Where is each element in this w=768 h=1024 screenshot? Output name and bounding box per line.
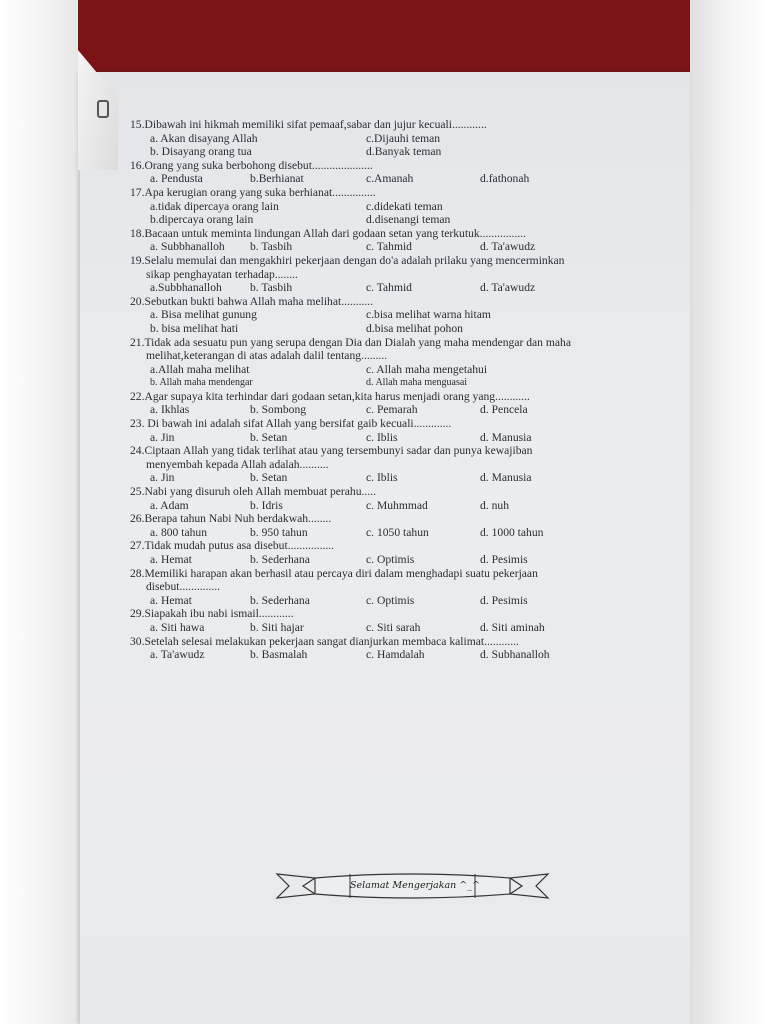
option-a: a. Jin (150, 471, 175, 485)
background-right (690, 0, 768, 1024)
option-a: a.Allah maha melihat (150, 362, 250, 376)
question-text-continued: sikap penghayatan terhadap........ (146, 267, 298, 281)
option-b: b.Berhianat (250, 172, 304, 186)
question-16: 16.Orang yang suka berbohong disebut..................... a. Pendusta b.Berhianat c.Amanah d.fathonah (130, 159, 670, 186)
option-b: b. Sederhana (250, 553, 310, 566)
option-c: c. Siti sarah (366, 620, 421, 634)
option-d: d. Ta'awudz (480, 281, 536, 295)
option-c: c. Optimis (366, 553, 415, 566)
question-text: Tidak ada sesuatu pun yang serupa dengan Dia dan Dialah yang maha mendengar dan maha (144, 335, 571, 349)
question-number: 23 (130, 417, 142, 431)
option-d: d. Pesimis (480, 553, 528, 566)
option-d: d. Manusia (480, 471, 532, 485)
option-b: b. Tasbih (250, 281, 293, 295)
question-number: 26 (130, 512, 142, 526)
option-c: c.Amanah (366, 172, 414, 186)
background-red-cloth (78, 0, 690, 80)
option-c: c. Tahmid (366, 281, 412, 295)
option-d: d. 1000 tahun (480, 525, 544, 539)
question-text: Dibawah ini hikmah memiliki sifat pemaaf,sabar dan jujur kecuali............ (144, 118, 487, 131)
question-22: 22.Agar supaya kita terhindar dari godaan setan,kita harus menjadi orang yang............ a. Ikhlas b. Sombong c. Pemarah d. Pencela (130, 390, 670, 417)
option-d: d. Allah maha menguasai (366, 377, 468, 389)
question-number: 21 (130, 335, 142, 349)
option-b: b. Tasbih (250, 240, 293, 254)
option-a: a. Siti hawa (150, 620, 205, 634)
option-c: c.Dijauhi teman (366, 131, 441, 145)
question-text: Tidak mudah putus asa disebut................ (144, 539, 335, 553)
option-a: a. Adam (150, 498, 189, 512)
option-b: b. bisa melihat hati (150, 321, 239, 335)
option-a: a. Ikhlas (150, 403, 190, 417)
question-text-continued: melihat,keterangan di atas adalah dalil tentang......... (146, 349, 388, 363)
question-text: Selalu memulai dan mengakhiri pekerjaan dengan do'a adalah prilaku yang mencerminkan (144, 253, 565, 267)
option-b: b. Sederhana (250, 593, 310, 607)
question-text: Siapakah ibu nabi ismail............ (144, 607, 294, 621)
option-c: c. Optimis (366, 593, 415, 607)
question-27: 27.Tidak mudah putus asa disebut................ a. Hemat b. Sederhana c. Optimis d. Pesimis (130, 539, 670, 566)
option-d: d.Banyak teman (366, 145, 442, 159)
question-number: 30 (130, 634, 142, 648)
question-number: 24 (130, 444, 142, 458)
question-number: 22 (130, 389, 142, 403)
question-text: Berapa tahun Nabi Nuh berdakwah........ (144, 512, 332, 526)
question-list (130, 118, 670, 662)
question-number: 25 (130, 485, 142, 499)
option-b: b. Disayang orang tua (150, 145, 252, 159)
option-c: c. 1050 tahun (366, 525, 429, 539)
background-left (0, 0, 80, 1024)
option-b: b.dipercaya orang lain (150, 213, 254, 227)
option-b: b. Basmalah (250, 648, 308, 662)
option-c: c. Allah maha mengetahui (366, 362, 488, 376)
option-a: a. Subbhanalloh (150, 240, 225, 254)
option-c: c. Hamdalah (366, 648, 425, 662)
option-d: d. Subhanalloh (480, 648, 550, 662)
question-number: 17 (130, 185, 142, 199)
option-b: b. 950 tahun (250, 525, 308, 539)
option-c: c.bisa melihat warna hitam (366, 308, 491, 322)
question-number: 20 (130, 294, 142, 308)
question-20: 20.Sebutkan bukti bahwa Allah maha melihat........... a. Bisa melihat gunung c.bisa melihat warna hitam b. bisa melihat hati d.bisa melihat pohon (130, 294, 491, 335)
question-number: 27 (130, 539, 142, 553)
question-18: 18.Bacaan untuk meminta lindungan Allah dari godaan setan yang terkutuk................ a. Subbhanalloh b. Tasbih c. Tahmid d. Ta'awudz (130, 227, 670, 254)
option-a: a. Akan disayang Allah (150, 131, 258, 145)
question-text: Sebutkan bukti bahwa Allah maha melihat........... (144, 294, 374, 308)
option-a: a.Subbhanalloh (150, 281, 222, 295)
question-28: 28.Memiliki harapan akan berhasil atau percaya diri dalam menghadapi suatu pekerjaan disebut.............. a. Hemat b. Sederhana c. Optimis d. Pesimis (130, 567, 670, 608)
option-d: d.disenangi teman (366, 213, 451, 227)
option-a: a. Jin (150, 430, 175, 444)
question-text: Orang yang suka berbohong disebut..................... (144, 158, 373, 172)
question-number: 29 (130, 607, 142, 621)
option-a: a. Pendusta (150, 172, 203, 186)
question-21: 21.Tidak ada sesuatu pun yang serupa dengan Dia dan Dialah yang maha mendengar dan maha melihat,keterangan di atas adalah dalil tentang......... a.Allah maha melihat c. Allah maha mengetahui b. Allah maha mendengar d. Allah maha menguasai (130, 336, 670, 390)
question-text: Setelah selesai melakukan pekerjaan sangat dianjurkan membaca kalimat............ (144, 634, 519, 648)
option-b: b. Setan (250, 430, 288, 444)
question-25: 25.Nabi yang disuruh oleh Allah membuat perahu..... a. Adam b. Idris c. Muhmmad d. nuh (130, 485, 670, 512)
question-text: Di bawah ini adalah sifat Allah yang bersifat gaib kecuali............. (147, 417, 452, 431)
question-number: 18 (130, 226, 142, 240)
question-text: Nabi yang disuruh oleh Allah membuat perahu..... (144, 485, 377, 499)
option-c: c. Iblis (366, 471, 398, 485)
option-d: d. Pesimis (480, 593, 528, 607)
option-c: c. Pemarah (366, 403, 418, 417)
option-c: c. Muhmmad (366, 498, 428, 512)
option-c: c.didekati teman (366, 199, 443, 213)
question-text: Agar supaya kita terhindar dari godaan setan,kita harus menjadi orang yang............ (144, 389, 530, 403)
question-26: 26.Berapa tahun Nabi Nuh berdakwah........ a. 800 tahun b. 950 tahun c. 1050 tahun d. 1000 tahun (130, 512, 670, 539)
option-a: a. 800 tahun (150, 525, 207, 539)
option-b: b. Setan (250, 471, 288, 485)
option-b: b. Siti hajar (250, 620, 304, 634)
question-15: 15.Dibawah ini hikmah memiliki sifat pemaaf,sabar dan jujur kecuali............ a. Akan disayang Allah c.Dijauhi teman b. Disayang orang tua d.Banyak teman (130, 118, 487, 159)
question-text: Apa kerugian orang yang suka berhianat............... (144, 185, 376, 199)
option-c: c. Tahmid (366, 240, 412, 254)
option-a: a. Hemat (150, 593, 192, 607)
question-23: 23. Di bawah ini adalah sifat Allah yang bersifat gaib kecuali............. a. Jin b. Setan c. Iblis d. Manusia (130, 417, 670, 444)
question-number: 15 (130, 118, 142, 131)
option-d: d. Pencela (480, 403, 528, 417)
staple-icon (97, 100, 109, 118)
option-d: d.fathonah (480, 172, 530, 186)
question-text: Memiliki harapan akan berhasil atau percaya diri dalam menghadapi suatu pekerjaan (144, 566, 538, 580)
question-29: 29.Siapakah ibu nabi ismail............ a. Siti hawa b. Siti hajar c. Siti sarah d. Siti aminah (130, 607, 670, 634)
option-d: d. Manusia (480, 430, 532, 444)
question-number: 28 (130, 566, 142, 580)
option-c: c. Iblis (366, 430, 398, 444)
option-a: a. Ta'awudz (150, 648, 205, 662)
option-b: b. Sombong (250, 403, 307, 417)
banner-text: Selamat Mengerjakan ^_^ (350, 880, 480, 891)
option-a: a. Hemat (150, 553, 192, 566)
option-b: b. Allah maha mendengar (150, 377, 253, 389)
question-19: 19.Selalu memulai dan mengakhiri pekerjaan dengan do'a adalah prilaku yang mencerminkan sikap penghayatan terhadap........ a.Subbhanalloh b. Tasbih c. Tahmid d. Ta'awudz (130, 254, 670, 295)
option-b: b. Idris (250, 498, 283, 512)
question-text: Bacaan untuk meminta lindungan Allah dari godaan setan yang terkutuk................ (144, 226, 527, 240)
option-a: a. Bisa melihat gunung (150, 308, 257, 322)
question-17: 17.Apa kerugian orang yang suka berhianat............... a.tidak dipercaya orang lain c.didekati teman b.dipercaya orang lain d.disenangi teman (130, 185, 451, 227)
option-d: d. Ta'awudz (480, 240, 536, 254)
question-number: 19 (130, 253, 142, 267)
question-number: 16 (130, 158, 142, 172)
question-text: Ciptaan Allah yang tidak terlihat atau yang tersembunyi sadar dan punya kewajiban (144, 444, 533, 458)
question-text-continued: menyembah kepada Allah adalah.......... (146, 457, 329, 471)
option-a: a.tidak dipercaya orang lain (150, 199, 279, 213)
option-d: d.bisa melihat pohon (366, 321, 463, 335)
option-d: d. nuh (480, 498, 509, 512)
question-text-continued: disebut.............. (146, 580, 221, 594)
question-24: 24.Ciptaan Allah yang tidak terlihat atau yang tersembunyi sadar dan punya kewajiban menyembah kepada Allah adalah.......... a. Jin b. Setan c. Iblis d. Manusia (130, 444, 670, 485)
option-d: d. Siti aminah (480, 620, 545, 634)
question-30: 30.Setelah selesai melakukan pekerjaan sangat dianjurkan membaca kalimat............ a. Ta'awudz b. Basmalah c. Hamdalah d. Subhanalloh (130, 635, 670, 662)
